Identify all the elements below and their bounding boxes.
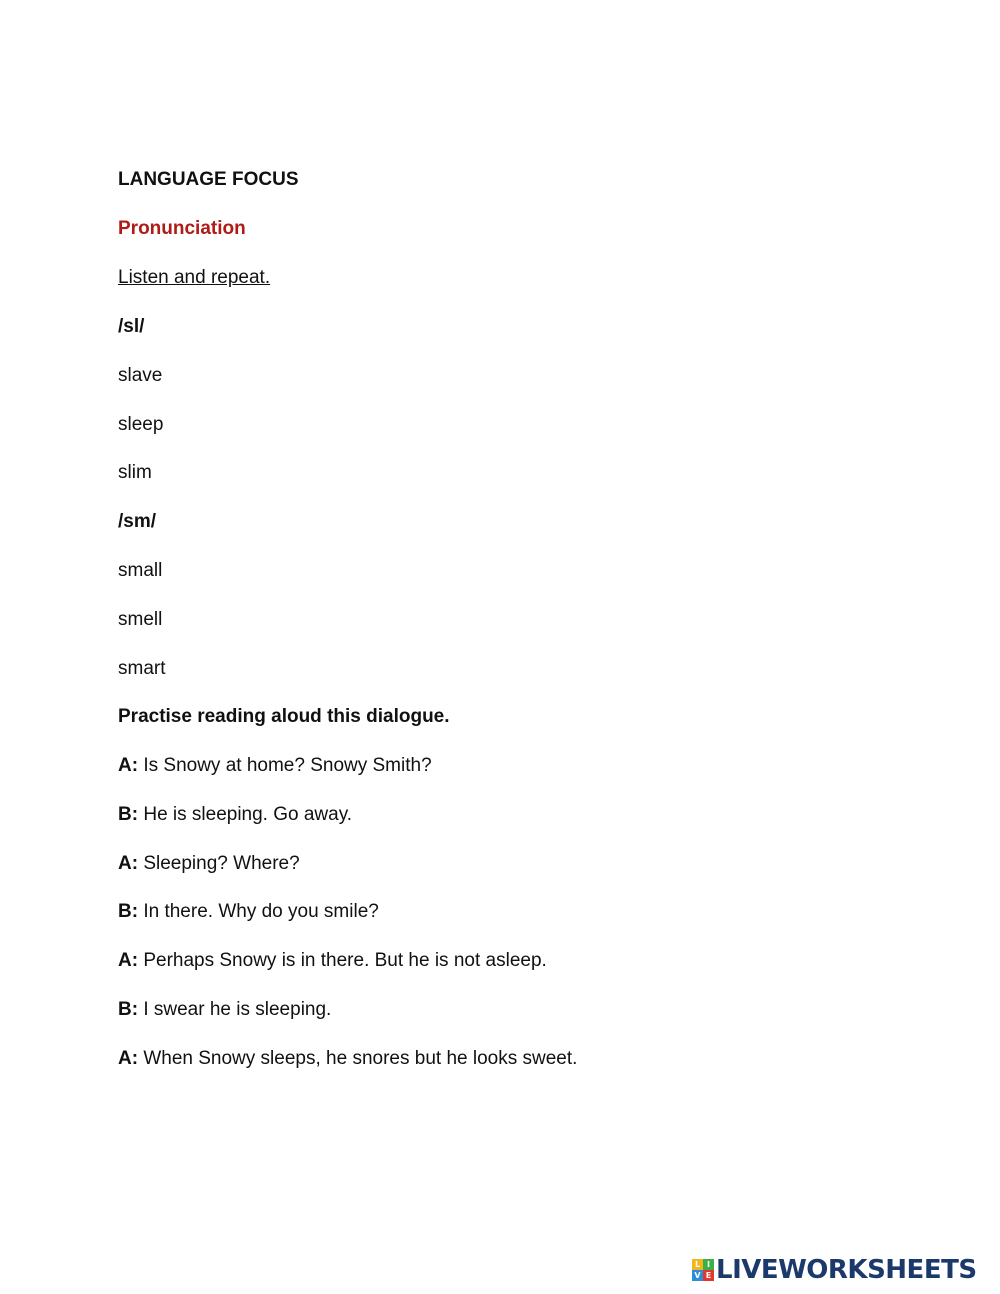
speaker-label: A: xyxy=(118,1048,139,1069)
speaker-label: A: xyxy=(118,853,139,874)
dialogue-line xyxy=(118,1047,577,1071)
dialogue-line xyxy=(118,900,379,924)
speaker-label: A: xyxy=(118,755,139,776)
speaker-label: B: xyxy=(118,901,139,922)
page-title: LANGUAGE FOCUS xyxy=(118,169,299,190)
dialogue-line xyxy=(118,949,547,973)
dialogue-text: In there. Why do you smile? xyxy=(138,901,379,922)
word-item: slave xyxy=(118,365,163,386)
dialogue-text: Sleeping? Where? xyxy=(138,853,300,874)
speaker-label: A: xyxy=(118,950,139,971)
dialogue-line xyxy=(118,852,300,876)
dialogue-line xyxy=(118,803,352,827)
dialogue-text: Is Snowy at home? Snowy Smith? xyxy=(138,755,432,776)
dialogue-line xyxy=(118,754,432,778)
speaker-label: B: xyxy=(118,999,139,1020)
word-item: smell xyxy=(118,609,163,630)
dialogue-text: When Snowy sleeps, he snores but he looks sweet. xyxy=(138,1048,578,1069)
dialogue-title: Practise reading aloud this dialogue. xyxy=(118,706,450,727)
dialogue-text: Perhaps Snowy is in there. But he is not asleep. xyxy=(138,950,547,971)
word-item: slim xyxy=(118,462,152,483)
logo-text: LIVEWORKSHEETS xyxy=(716,1255,977,1285)
section-title: Pronunciation xyxy=(118,218,246,239)
sound-label-sm: /sm/ xyxy=(118,511,157,532)
liveworksheets-logo[interactable] xyxy=(692,1254,977,1286)
word-item: smart xyxy=(118,658,166,679)
dialogue-line xyxy=(118,998,331,1022)
instruction: Listen and repeat. xyxy=(118,267,271,288)
dialogue-text: He is sleeping. Go away. xyxy=(138,804,353,825)
word-item: small xyxy=(118,560,163,581)
sound-label-sl: /sl/ xyxy=(118,316,145,337)
logo-mark-icon: L I V E xyxy=(692,1259,714,1281)
speaker-label: B: xyxy=(118,804,139,825)
word-item: sleep xyxy=(118,414,164,435)
dialogue-text: I swear he is sleeping. xyxy=(138,999,332,1020)
